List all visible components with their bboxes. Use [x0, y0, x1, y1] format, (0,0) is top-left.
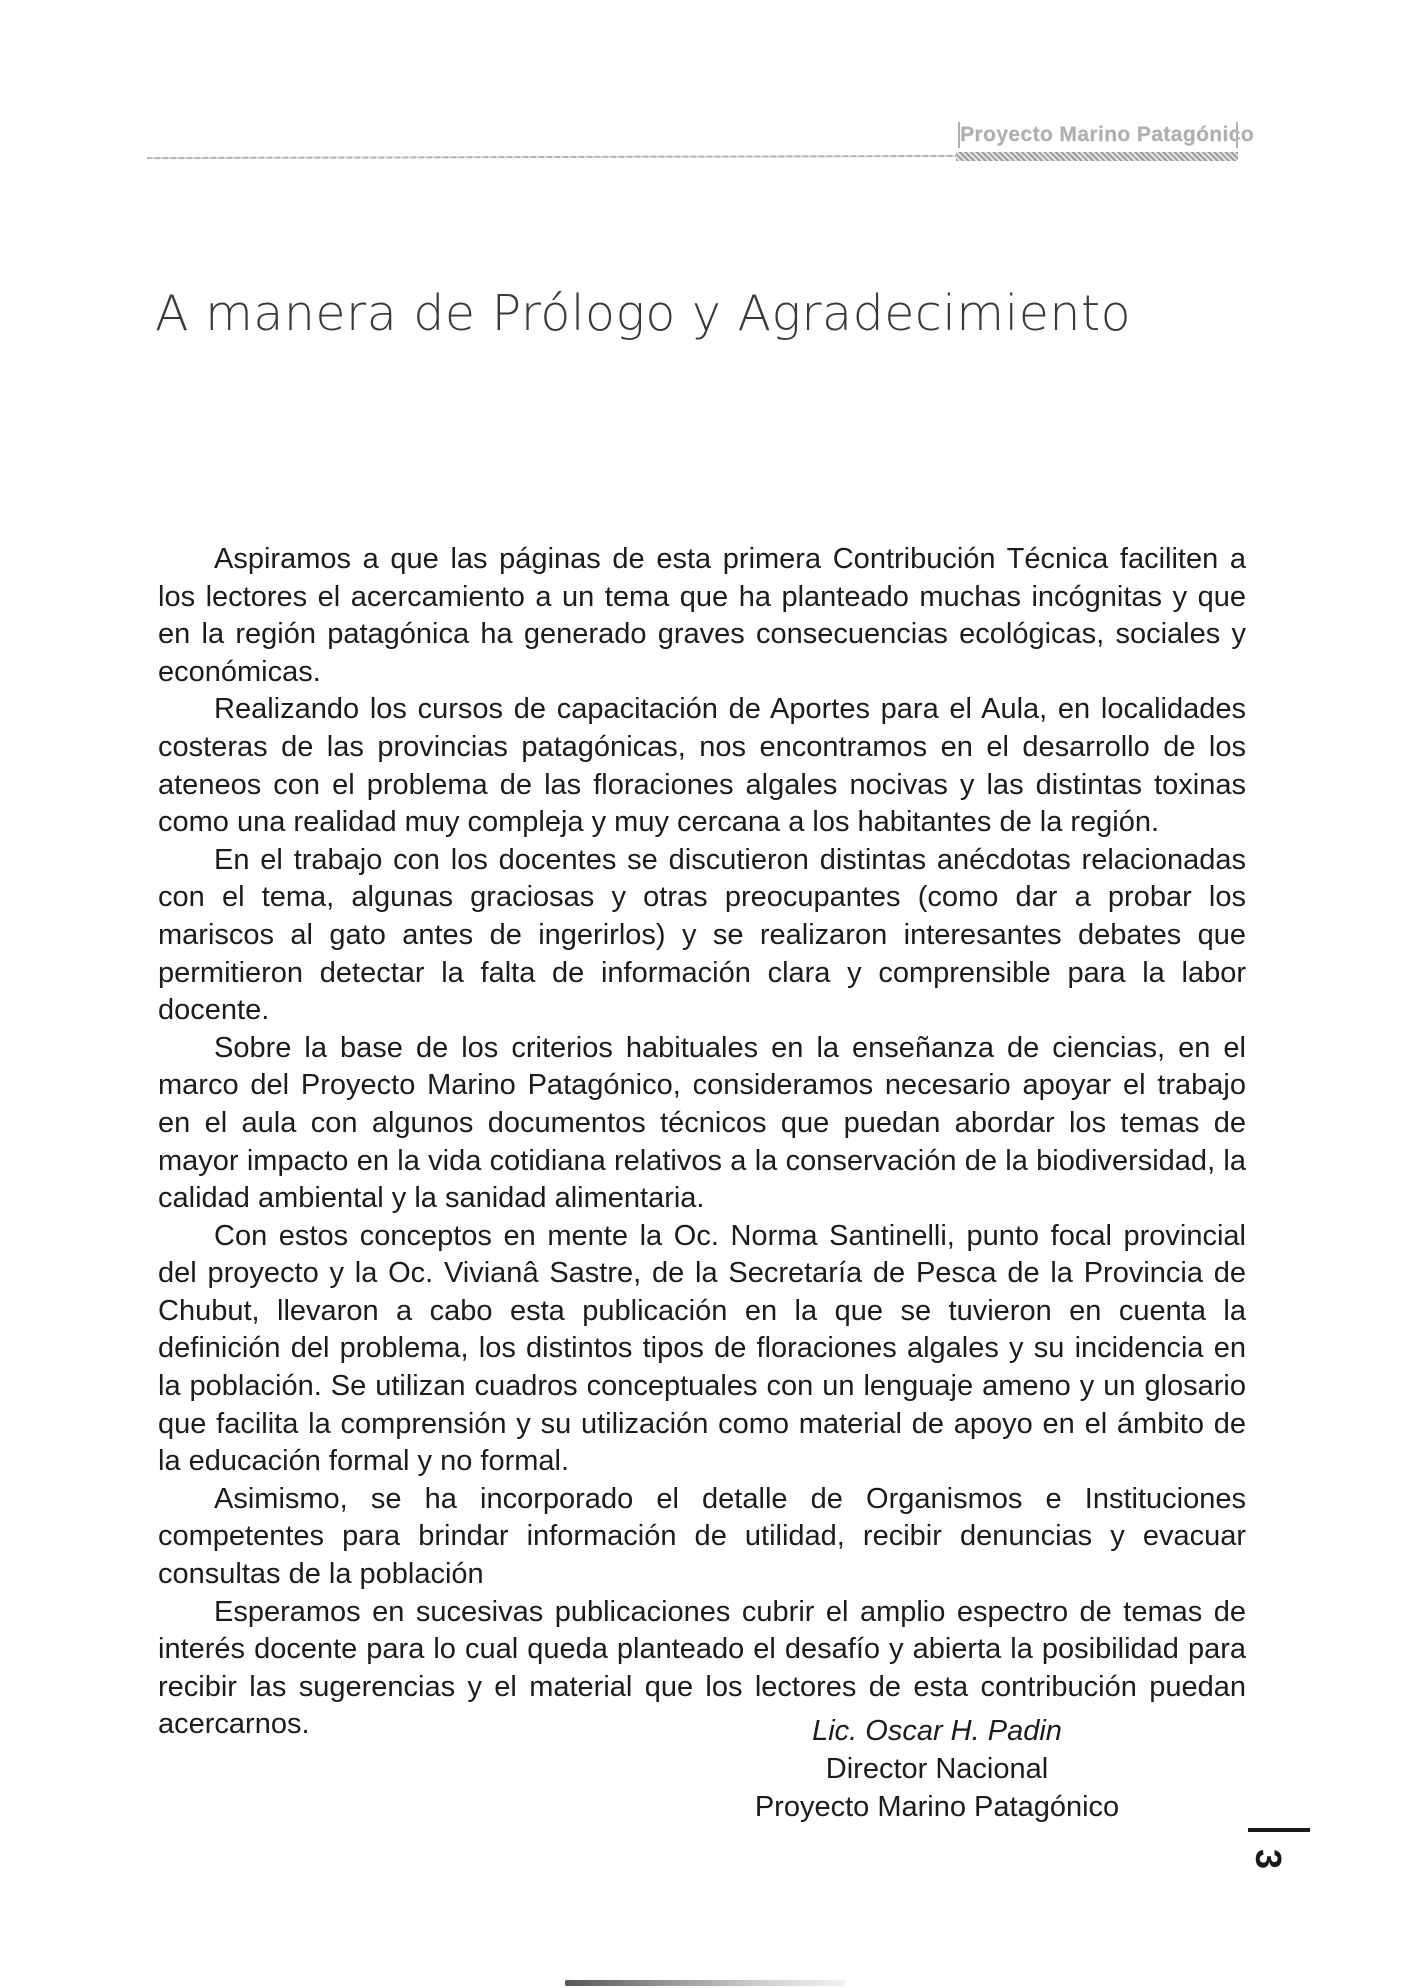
paragraph: Asimismo, se ha incorporado el detalle de Organismos e Instituciones competentes para brindar información de utilidad, recibir denuncias y evacuar consultas de la población: [158, 1482, 1246, 1591]
header-rule: [147, 155, 959, 159]
paragraph: Sobre la base de los criterios habituales en la enseñanza de ciencias, en el marco del Proyecto Marino Patagónico, consideramos necesario apoyar el trabajo en el aula con algunos documentos técnicos que puedan abordar los temas de mayor impacto en la vida cotidiana relativos a la conservación de la biodiversidad, la calidad ambiental y la sanidad alimentaria.: [158, 1031, 1246, 1215]
header-rule-hatched: [956, 152, 1238, 161]
signature-role: Director Nacional: [825, 1753, 1049, 1785]
page-number: 3: [1248, 1848, 1290, 1870]
body-text: [158, 541, 1246, 1744]
scan-artifact: [565, 1980, 845, 1986]
paragraph: Esperamos en sucesivas publicaciones cubrir el amplio espectro de temas de interés docente para lo cual queda planteado el desafío y abierta la posibilidad para recibir las sugerencias y el material que los lectores de esta contribución puedan acercarnos.: [158, 1595, 1246, 1741]
paragraph: Aspiramos a que las páginas de esta primera Contribución Técnica faciliten a los lectores el acercamiento a un tema que ha planteado muchas incógnitas y que en la región patagónica ha generado graves consecuencias ecológicas, sociales y económicas.: [158, 543, 1246, 688]
signature-name: Lic. Oscar H. Padin: [812, 1715, 1062, 1747]
page-title: A manera de Prólogo y Agradecimiento: [155, 284, 1132, 342]
page-number-rule: [1248, 1828, 1310, 1832]
running-head-label: Proyecto Marino Patagónico: [960, 123, 1254, 146]
signature-block: [637, 1712, 1237, 1826]
paragraph: En el trabajo con los docentes se discutieron distintas anécdotas relacionadas con el tema, algunas graciosas y otras preocupantes (como dar a probar los mariscos al gato antes de ingerirlos) y se realizaron interesantes debates que permitieron detectar la falta de información clara y comprensible para la labor docente.: [158, 843, 1246, 1027]
paragraph: Realizando los cursos de capacitación de Aportes para el Aula, en localidades costeras de las provincias patagónicas, nos encontramos en el desarrollo de los ateneos con el problema de las floraciones algales nocivas y las distintas toxinas como una realidad muy compleja y muy cercana a los habitantes de la región.: [158, 693, 1246, 839]
signature-organization: Proyecto Marino Patagónico: [754, 1791, 1120, 1823]
page-number-block: [1248, 1828, 1314, 1880]
paragraph: Con estos conceptos en mente la Oc. Norma Santinelli, punto focal provincial del proyecto y la Oc. Vivianâ Sastre, de la Secretaría de Pesca de la Provincia de Chubut, llevaron a cabo esta publicación en la que se tuvieron en cuenta la definición del problema, los distintos tipos de floraciones algales y su incidencia en la población. Se utilizan cuadros conceptuales con un lenguaje ameno y un glosario que facilita la comprensión y su utilización como material de apoyo en el ámbito de la educación formal y no formal.: [158, 1219, 1246, 1478]
